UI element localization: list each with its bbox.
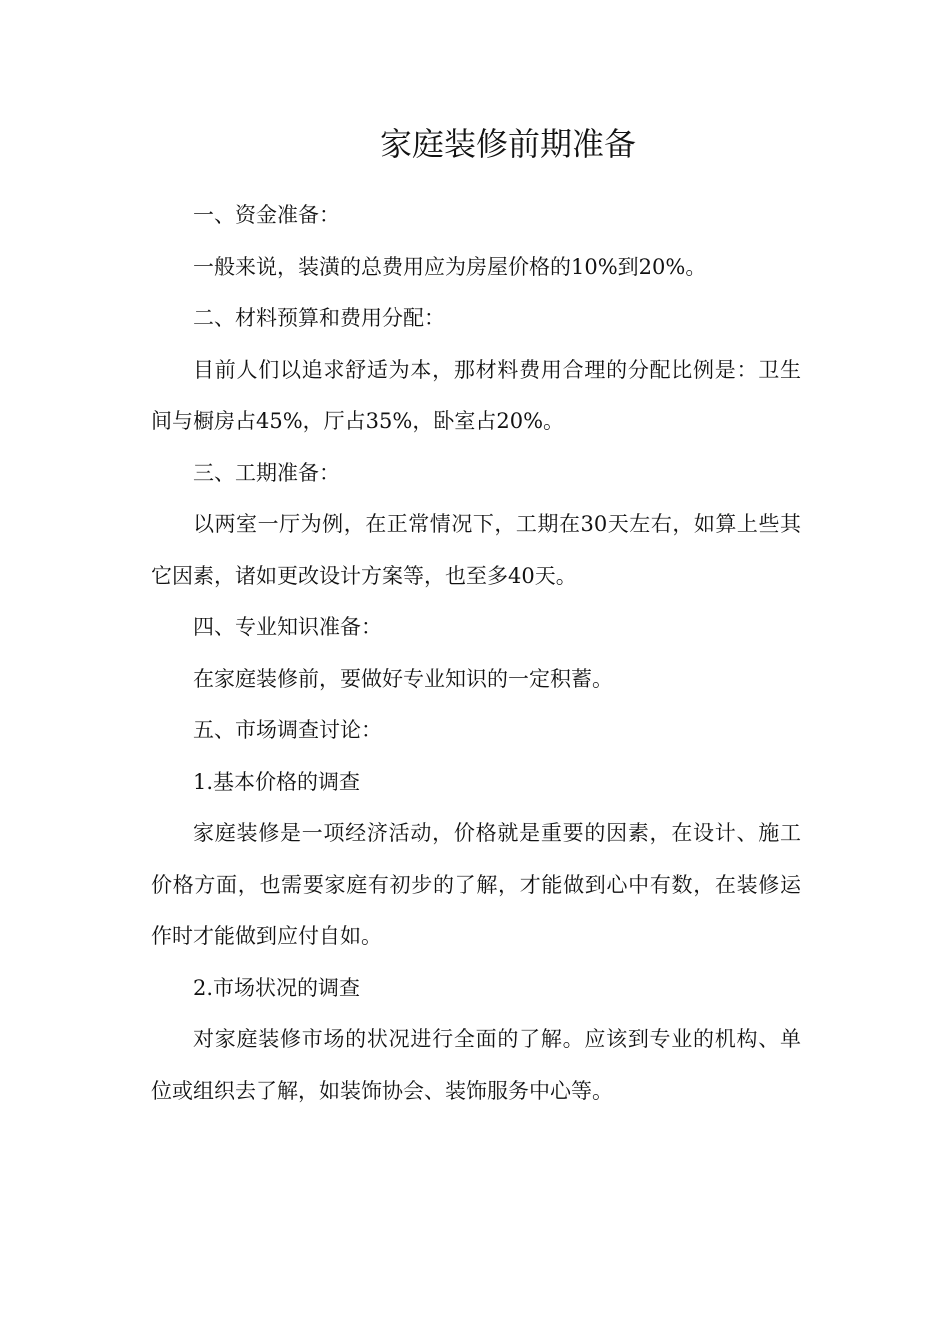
paragraph-section-heading: 四、专业知识准备：: [193, 615, 382, 639]
paragraph: 对家庭装修市场的状况进行全面的了解。应该到专业的机构、单位或组织去了解，如装饰协会、装饰服务中心等。: [151, 1027, 801, 1103]
paragraph-section-heading: 三、工期准备：: [193, 460, 340, 485]
document-title: 家庭装修前期准备: [379, 125, 636, 163]
paragraph: 以两室一厅为例，在正常情况下，工期在30天左右，如算上些其它因素，诸如更改设计方案等，也至多40天。: [151, 512, 801, 588]
paragraph: 目前人们以追求舒适为本，那材料费用合理的分配比例是：卫生间与橱房占45%，厅占35%，卧室占20%。: [151, 357, 801, 433]
paragraph: 在家庭装修前，要做好专业知识的一定积蓄。: [193, 666, 613, 691]
paragraph: 一般来说，装潢的总费用应为房屋价格的10%到20%。: [193, 254, 707, 279]
paragraph-subheading: 1.基本价格的调查: [193, 769, 361, 794]
paragraph-section-heading: 一、资金准备：: [193, 203, 340, 227]
paragraph: 家庭装修是一项经济活动，价格就是重要的因素，在设计、施工价格方面，也需要家庭有初步的了解，才能做到心中有数，在装修运作时才能做到应付自如。: [151, 821, 801, 948]
paragraph-subheading: 2.市场状况的调查: [193, 975, 361, 1000]
document-body: [151, 190, 801, 1117]
paragraph-section-heading: 二、材料预算和费用分配：: [193, 306, 445, 330]
paragraph-section-heading: 五、市场调查讨论：: [193, 718, 382, 742]
